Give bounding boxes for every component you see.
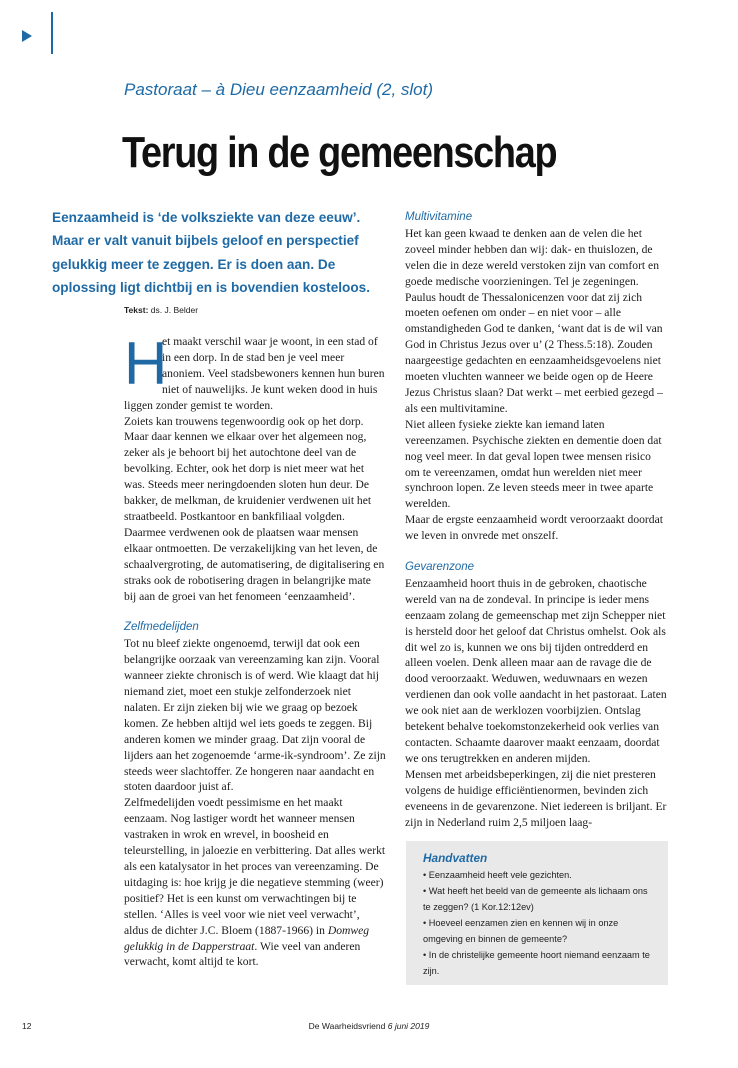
paragraph: Eenzaamheid hoort thuis in de gebroken, chaotische wereld van na de zondeval. In principe is ieder mens eenzaam zolang de gemeenschap met zijn Schepper niet is hersteld door het geloof dat Christus omhelst. Ook als dit wel zo is, kunnen we ons bij tijden ontredderd en alleen voelen. Denk alleen maar aan de ravage die de dood veroorzaakt. Weduwen, weduwnaars en wezen verdienen dan ook volle aandacht in het pastoraat. Laten we ook niet aan de werklozen voorbijzien. Ontslag betekent behalve toekomstonzekerheid ook verlies van contacten. Schaamte daarover maakt eenzaam, doordat we ons terugtrekken en anderen mijden. — [405, 576, 667, 765]
article-kicker: Pastoraat – à Dieu eenzaamheid (2, slot) — [124, 80, 434, 99]
section-marker-line — [51, 12, 53, 54]
paragraph: Mensen met arbeidsbeperkingen, zij die niet presteren volgens de huidige efficiëntienormen, bevinden zich eveneens in de gevarenzone. Niet iedereen is briljant. Er zijn in Nederland ruim 2,5 miljoen laag- — [405, 767, 667, 829]
paragraph — [124, 795, 386, 970]
paragraph: et maakt verschil waar je woont, in een stad of in een dorp. In de stad ben je veel meer anoniem. Veel stadsbewoners kennen hun buren niet of nauwelijks. Je kunt weken dood in huis liggen zonder gemist te worden. — [124, 335, 385, 412]
paragraph: Niet alleen fysieke ziekte kan iemand laten vereenzamen. Psychische ziekten en dementie doen dat nog veel meer. In dat geval lopen twee mensen risico om te vereenzamen, omdat hun werelden niet meer synchroon lopen. Ze leven steeds meer in twee aparte werelden. — [405, 417, 662, 511]
paragraph: Tot nu bleef ziekte ongenoemd, terwijl dat ook een belangrijke oorzaak van vereenzaming kan zijn. Vooral wanneer ziekte chronisch is of werd. Wie klaagt dat hij niemand ziet, moet een stukje zelfonderzoek niet nalaten. Er zijn zieken bij wie we graag op bezoek komen. Ze hebben altijd wel iets goeds te zeggen. Bij anderen komen we minder graag. Dat zijn vooral de lijders aan het zogenoemde ‘arme-ik-syndroom’. Ze zijn steeds weer slachtoffer. Ze hongeren naar aandacht en stoten daardoor juist af. — [124, 637, 386, 794]
article-title: Terug in de gemeenschap — [122, 128, 557, 177]
section-marker-icon — [22, 30, 32, 42]
article-lead: Eenzaamheid is ‘de volksziekte van deze eeuw’. Maar er valt vanuit bijbels geloof en perspectief gelukkig meer te zeggen. Er is doen aan. De oplossing ligt dichtbij en is bovendien kosteloos. — [52, 210, 370, 295]
poem-title: Domweg gelukkig in de Dapperstraat — [124, 923, 370, 953]
issue-date: 6 juni 2019 — [387, 1021, 430, 1031]
paragraph-text: Zelfmedelijden voedt pessimisme en het maakt eenzaam. Nog lastiger wordt het wanneer mensen vastraken in wrok en wrevel, in boosheid en teleurstelling, in jaloezie en verbittering. Dat alles werkt als een katalysator in het proces van vereenzaming. De uitdaging is: hoe krijg je die negatieve stemming (weer) positief? Het is een kunst om verwachtingen bij te stellen. ‘Alles is veel voor wie niet veel verwacht’, aldus de dichter J.C. Bloem (1887-1966) in — [124, 796, 386, 937]
subheading-zelfmedelijden: Zelfmedelijden — [124, 621, 199, 634]
article-author — [124, 305, 198, 315]
left-column — [124, 330, 386, 970]
magazine-name: De Waarheidsvriend — [308, 1021, 386, 1031]
list-item: • In de christelijke gemeente hoort niemand eenzaam te zijn. — [423, 950, 650, 976]
paragraph: Zoiets kan trouwens tegenwoordig ook op het dorp. Maar daar kennen we elkaar over het algemeen nog, zeker als je behoort bij het autochtone deel van de bevolking. Echter, ook het dorp is niet meer wat het was. Steeds meer neringdoenden sloten hun deur. De bakker, de melkman, de kruidenier verdwenen uit het straatbeeld. Postkantoor en bankfiliaal volgden. Daarmee verdwenen ook de plaatsen waar mensen elkaar ontmoetten. De verzakelijking van het leven, de schaalvergroting, de automatisering, de digitalisering en straks ook de robotisering dragen in belangrijke mate bij aan de groei van het fenomeen ‘eenzaamheid’. — [124, 414, 385, 603]
page-number: 12 — [22, 1021, 32, 1031]
list-item: • Hoeveel eenzamen zien en kennen wij in onze omgeving en binnen de gemeente? — [423, 918, 619, 944]
handvatten-list — [423, 867, 657, 979]
footer-magazine — [0, 1021, 738, 1031]
handvatten-title: Handvatten — [423, 851, 488, 865]
subheading-multivitamine: Multivitamine — [405, 211, 473, 223]
paragraph: Het kan geen kwaad te denken aan de velen die het zoveel minder hebben dan wij: dak- en thuislozen, de velen die in deze wereld verstoken zijn van comfort en goede medische voorzieningen. Tel je zegeningen. Paulus houdt de Thessalonicenzen voor dat zij zich moeten oefenen om onder – en niet voor – alle omstandigheden God te danken, ‘want dat is de wil van God in Christus Jezus over u’ (2 Thess.5:18). Zouden naargeestige gedachten en eenzaamheidsgevoelens niet moeten vluchten wanneer we beide ogen op de Heere Jezus Christus slaan? Dat werkt – met eerbied gezegd – als een multivitamine. — [405, 226, 663, 415]
author-name: ds. J. Belder — [150, 305, 199, 315]
drop-cap: H — [124, 330, 168, 397]
author-label: Tekst: — [124, 305, 149, 315]
list-item: • Wat heeft het beeld van de gemeente als lichaam ons te zeggen? (1 Kor.12:12ev) — [423, 886, 648, 912]
handvatten-box — [406, 841, 668, 985]
list-item: • Eenzaamheid heeft vele gezichten. — [423, 870, 572, 880]
subheading-gevarenzone: Gevarenzone — [405, 561, 475, 574]
right-column — [405, 210, 667, 830]
paragraph-text-end: . Wie veel van anderen verwacht, komt altijd te kort. — [124, 939, 361, 969]
paragraph: Maar de ergste eenzaamheid wordt veroorzaakt doordat we leven in onvrede met onszelf. — [405, 513, 663, 543]
